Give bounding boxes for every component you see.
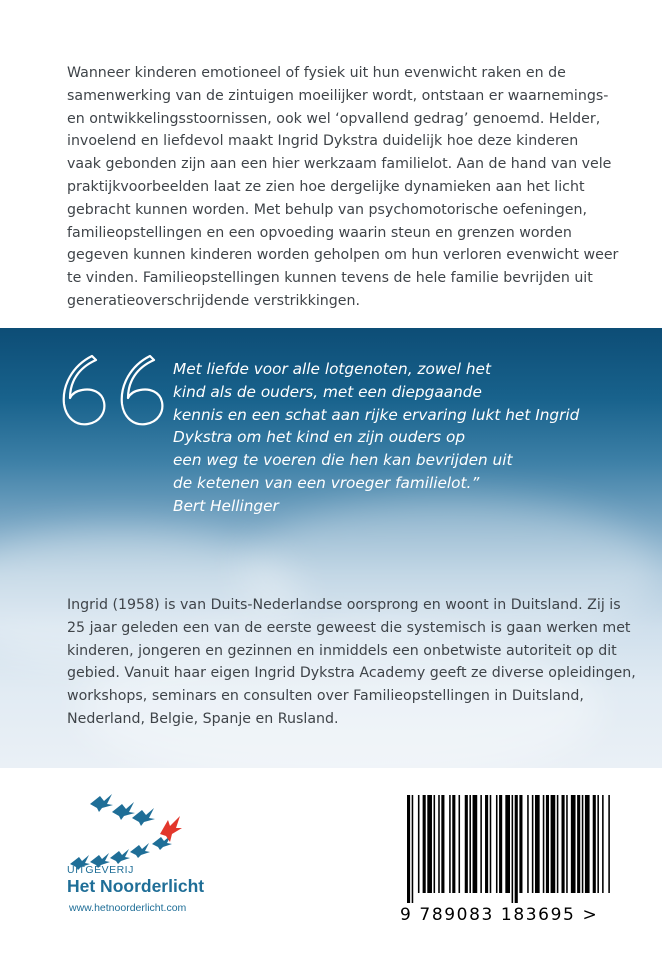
- quote-attribution: Bert Hellinger: [173, 496, 279, 515]
- barcode-bar: [459, 795, 461, 893]
- barcode-bar: [418, 795, 420, 893]
- barcode-bar: [465, 795, 468, 893]
- barcode-bar: [566, 795, 568, 893]
- bio-line: 25 jaar geleden een van de eerste geweest die systemisch is gaan werken met: [67, 619, 631, 636]
- barcode-bar: [452, 795, 455, 893]
- barcode-bar: [434, 795, 436, 893]
- blurb-line: gegeven kunnen kinderen worden geholpen om hun verloren evenwicht weer: [67, 247, 619, 264]
- quote-line: kind als de ouders, met een diepgaande: [173, 382, 482, 401]
- quote-line: een weg te voeren die hen kan bevrijden uit: [173, 451, 513, 470]
- blurb-line: te vinden. Familieopstellingen kunnen tevens de hele familie bevrijden uit: [67, 270, 593, 287]
- publisher-logo: [60, 778, 240, 928]
- isbn-arrow: >: [582, 905, 599, 925]
- blurb-panel: [0, 0, 662, 328]
- barcode-icon: [405, 795, 615, 903]
- barcode-bar: [535, 795, 540, 893]
- blurb-line: praktijkvoorbeelden laat ze zien hoe dergelijke dynamieken aan het licht: [67, 178, 585, 195]
- quote-line: kennis en een schat aan rijke ervaring lukt het Ingrid: [173, 405, 580, 424]
- publisher-label: UITGEVERIJ: [67, 864, 134, 876]
- barcode-bar: [496, 795, 498, 893]
- publisher-name: Het Noorderlicht: [67, 876, 205, 896]
- isbn-barcode: [400, 795, 620, 931]
- blurb-line: invoelend en liefdevol maakt Ingrid Dykstra duidelijk hoe deze kinderen: [67, 133, 579, 150]
- bio-line: Ingrid (1958) is van Duits-Nederlandse oorsprong en woont in Duitsland. Zij is: [67, 597, 621, 613]
- barcode-bar: [412, 795, 414, 903]
- barcode-bar: [505, 795, 510, 893]
- barcode-bar: [407, 795, 410, 903]
- isbn-digits: 9 789083 183695: [400, 905, 576, 925]
- bio-line: Nederland, Belgie, Spanje en Rusland.: [67, 710, 339, 727]
- barcode-bar: [543, 795, 545, 893]
- barcode-bar: [527, 795, 529, 893]
- barcode-bar: [593, 795, 596, 893]
- barcode-bar: [519, 795, 522, 893]
- blurb-line: vaak gebonden zijn aan een hier werkzaam familielot. Aan de hand van vele: [67, 156, 612, 173]
- blurb-line: generatieoverschrijdende verstrikkingen.: [67, 292, 361, 309]
- blurb-line: Wanneer kinderen emotioneel of fysiek uit hun evenwicht raken en de: [67, 65, 566, 81]
- quote-mark-icon: [58, 352, 168, 432]
- barcode-bar: [551, 795, 556, 893]
- publisher-url: www.hetnoorderlicht.com: [69, 902, 187, 914]
- barcode-bar: [557, 795, 559, 893]
- barcode-bar: [562, 795, 565, 893]
- flying-birds-icon: [60, 778, 240, 878]
- blurb-text: [67, 62, 619, 313]
- author-bio: [67, 594, 636, 731]
- barcode-bar: [480, 795, 482, 893]
- bio-line: kinderen, jongeren en gezinnen en inmiddels een onbetwiste autoriteit op dit: [67, 642, 617, 659]
- blurb-line: samenwerking van de zintuigen moeilijker wordt, ontstaan er waarnemings-: [67, 87, 609, 104]
- barcode-bar: [577, 795, 580, 893]
- barcode-bar: [532, 795, 534, 893]
- blurb-line: gebracht kunnen worden. Met behulp van psychomotorische oefeningen,: [67, 201, 588, 218]
- barcode-bar: [490, 795, 492, 893]
- barcode-bar: [512, 795, 514, 903]
- bio-line: gebied. Vanuit haar eigen Ingrid Dykstra Academy geeft ze diverse opleidingen,: [67, 665, 636, 682]
- barcode-bar: [546, 795, 549, 893]
- bio-line: workshops, seminars en consulten over Familieopstellingen in Duitsland,: [67, 688, 584, 705]
- barcode-bar: [441, 795, 444, 893]
- sky-background-panel: [0, 328, 662, 768]
- quote-line: Met liefde voor alle lotgenoten, zowel het: [173, 360, 491, 378]
- barcode-bar: [469, 795, 471, 893]
- barcode-bar: [585, 795, 590, 893]
- barcode-bar: [597, 795, 599, 893]
- isbn-number: [400, 905, 620, 925]
- barcode-bar: [438, 795, 440, 893]
- barcode-bar: [608, 795, 610, 893]
- quote-line: de ketenen van een vroeger familielot.”: [173, 473, 480, 492]
- barcode-bar: [582, 795, 584, 893]
- testimonial-quote: [173, 358, 580, 518]
- footer-panel: [0, 768, 662, 960]
- barcode-bar: [499, 795, 502, 893]
- barcode-bar: [602, 795, 604, 893]
- blurb-line: en ontwikkelingsstoornissen, ook wel ‘opvallend gedrag’ genoemd. Helder,: [67, 110, 601, 127]
- barcode-bar: [473, 795, 478, 893]
- quote-line: Dykstra om het kind en zijn ouders op: [173, 428, 466, 447]
- barcode-bar: [427, 795, 432, 893]
- barcode-bar: [485, 795, 488, 893]
- barcode-bar: [449, 795, 451, 893]
- barcode-bar: [423, 795, 426, 893]
- barcode-bar: [571, 795, 576, 893]
- barcode-bar: [515, 795, 518, 903]
- blurb-line: familieopstellingen en een opvoeding waarin steun en grenzen worden: [67, 224, 572, 241]
